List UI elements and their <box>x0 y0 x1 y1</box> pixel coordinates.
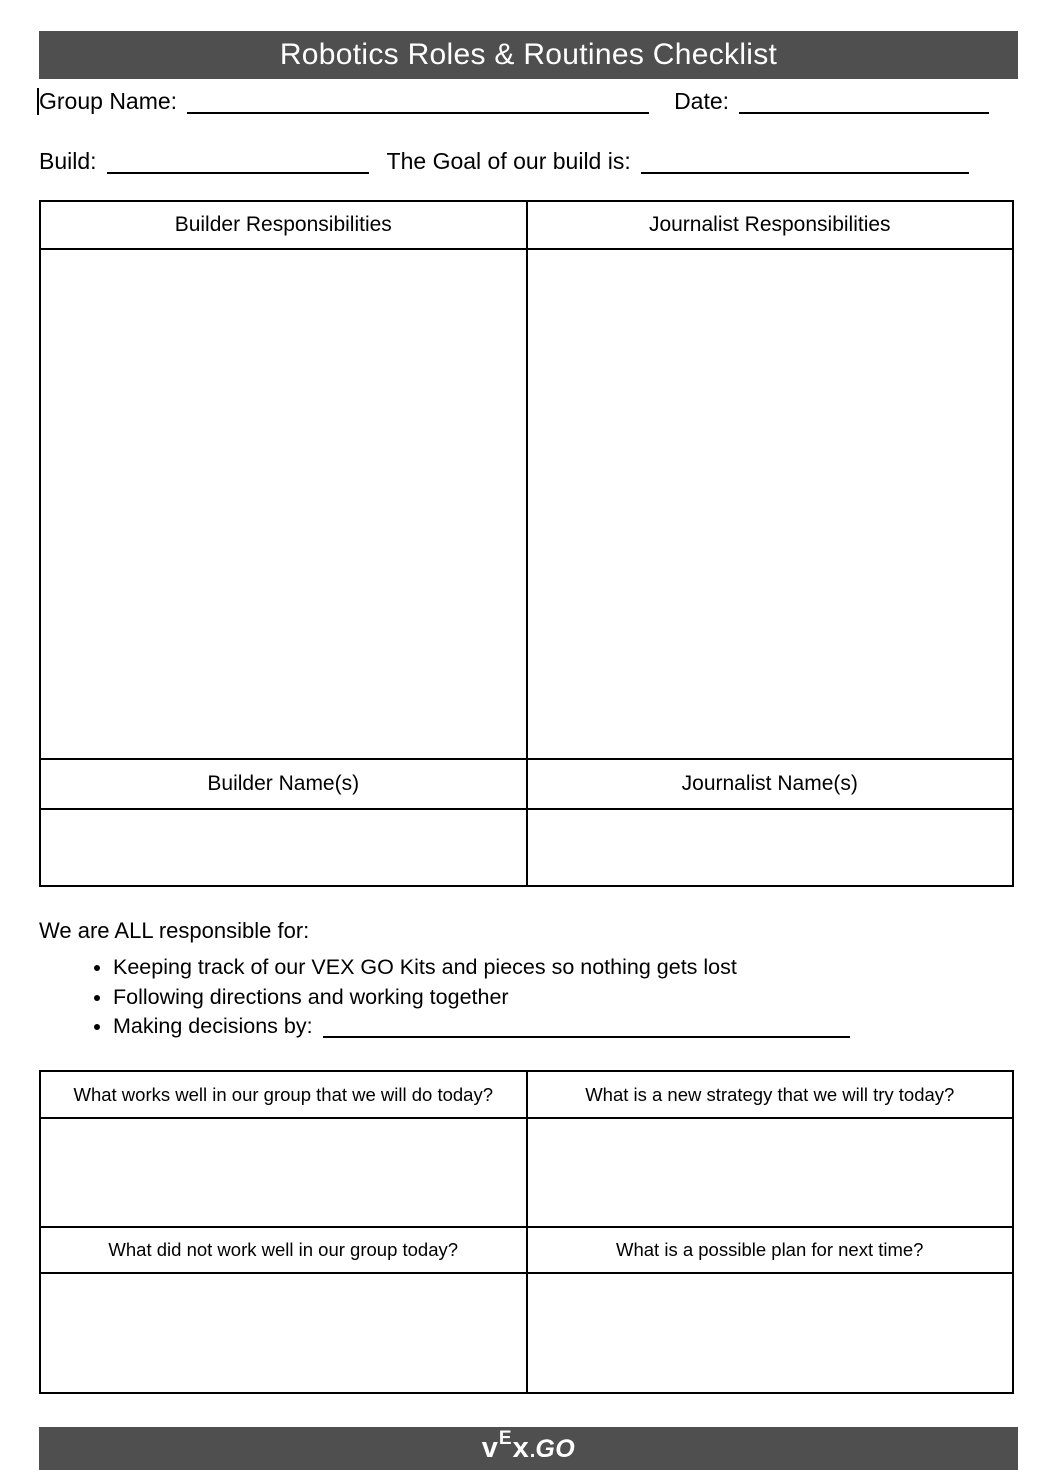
roles-table <box>39 200 1014 887</box>
bullet-text: Following directions and working together <box>113 984 509 1009</box>
group-name-label: Group Name: <box>39 88 178 114</box>
journalist-responsibilities-header: Journalist Responsibilities <box>527 201 1014 249</box>
did-not-work-answer-cell[interactable] <box>40 1273 527 1393</box>
did-not-work-question: What did not work well in our group today? <box>40 1227 527 1273</box>
vex-go-logo <box>481 1427 576 1465</box>
vex-logo-x: x <box>512 1432 530 1464</box>
builder-names-cell[interactable] <box>40 809 527 886</box>
builder-responsibilities-header: Builder Responsibilities <box>40 201 527 249</box>
names-entry-row <box>40 809 1013 886</box>
shared-responsibilities-section <box>39 916 1018 1042</box>
works-well-question: What works well in our group that we will do today? <box>40 1071 527 1118</box>
vex-logo-dot: . <box>529 1440 536 1462</box>
builder-names-header: Builder Name(s) <box>40 759 527 809</box>
plan-next-time-answer-cell[interactable] <box>527 1273 1014 1393</box>
journalist-names-header: Journalist Name(s) <box>527 759 1014 809</box>
title-bar <box>39 31 1018 79</box>
responsibilities-entry-row <box>40 249 1013 759</box>
date-label: Date: <box>674 88 730 114</box>
build-goal-row <box>39 144 1018 178</box>
bullet-text: Keeping track of our VEX GO Kits and pieces so nothing gets lost <box>113 955 737 979</box>
shared-responsibilities-list <box>39 953 1018 1042</box>
new-strategy-question: What is a new strategy that we will try today? <box>527 1071 1014 1118</box>
date-field[interactable] <box>739 88 989 114</box>
vex-logo-v: v <box>481 1432 499 1464</box>
reflection-answer-row-2 <box>40 1273 1013 1393</box>
shared-responsibilities-intro: We are ALL responsible for: <box>39 918 310 943</box>
group-date-row <box>39 84 1018 118</box>
reflection-table <box>39 1070 1014 1394</box>
list-item <box>113 983 1018 1013</box>
works-well-answer-cell[interactable] <box>40 1118 527 1227</box>
page-title: Robotics Roles & Routines Checklist <box>279 38 778 71</box>
build-label: Build: <box>39 148 97 174</box>
list-item <box>113 953 1018 983</box>
vex-logo-e: E <box>498 1427 513 1449</box>
plan-next-time-question: What is a possible plan for next time? <box>527 1227 1014 1273</box>
reflection-question-row-2 <box>40 1227 1013 1273</box>
names-header-row <box>40 759 1013 809</box>
goal-field[interactable] <box>641 148 969 174</box>
bullet-text: Making decisions by: <box>113 1014 313 1038</box>
goal-label: The Goal of our build is: <box>386 148 631 174</box>
new-strategy-answer-cell[interactable] <box>527 1118 1014 1227</box>
making-decisions-field[interactable] <box>323 1012 850 1038</box>
journalist-names-cell[interactable] <box>527 809 1014 886</box>
reflection-answer-row-1 <box>40 1118 1013 1227</box>
footer-bar <box>39 1427 1018 1470</box>
vex-logo-go: GO <box>535 1435 576 1463</box>
reflection-question-row-1 <box>40 1071 1013 1118</box>
builder-responsibilities-cell[interactable] <box>40 249 527 759</box>
group-name-field[interactable] <box>187 88 649 114</box>
journalist-responsibilities-cell[interactable] <box>527 249 1014 759</box>
roles-header-row <box>40 201 1013 249</box>
list-item <box>113 1012 1018 1042</box>
build-field[interactable] <box>107 148 369 174</box>
